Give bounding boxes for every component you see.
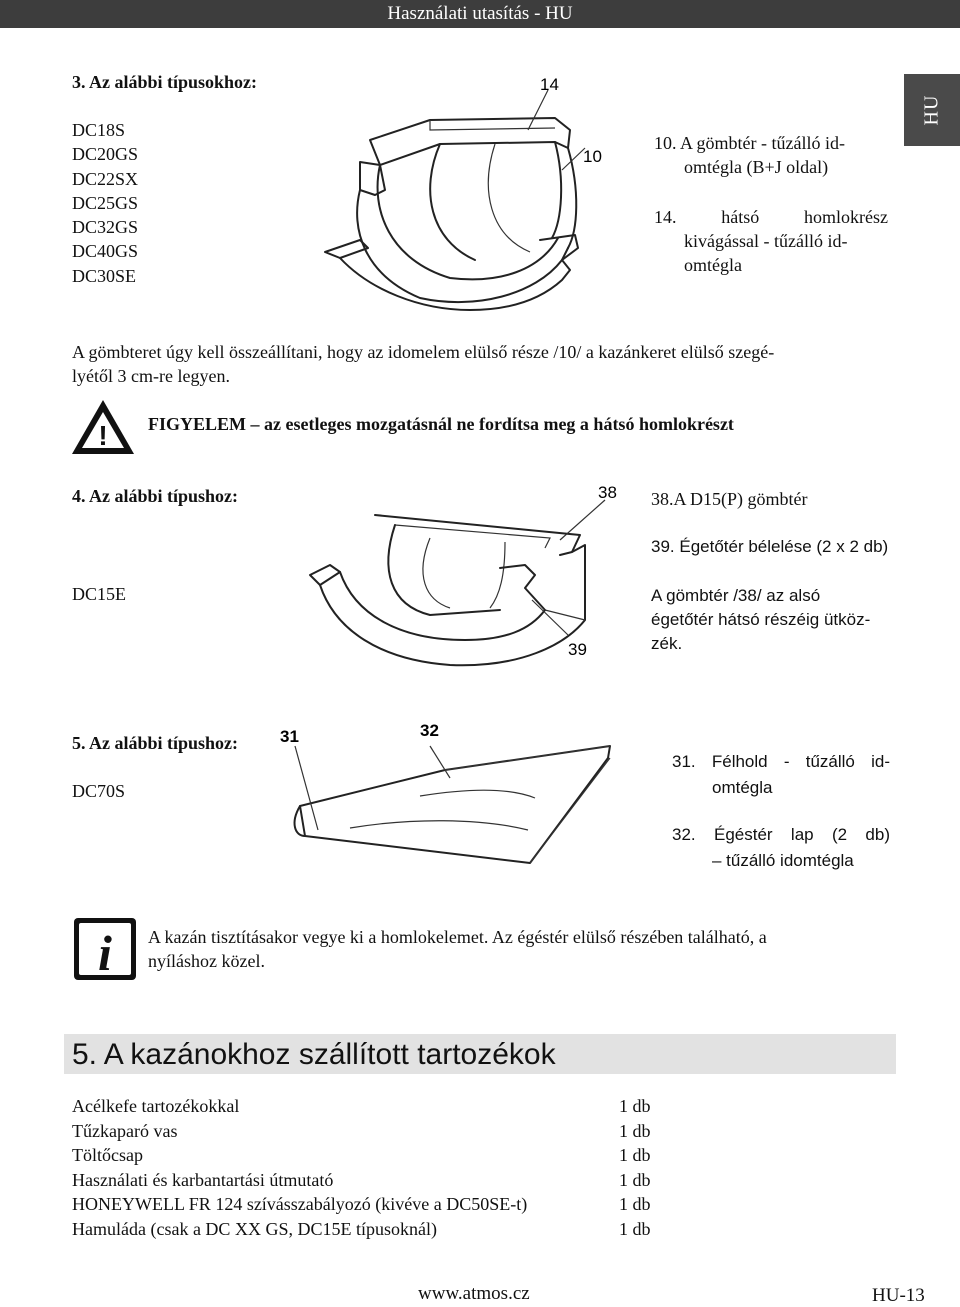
accessory-name: Tűzkaparó vas — [72, 1120, 178, 1141]
legend-line: omtégla — [684, 255, 742, 275]
info-icon — [72, 916, 138, 982]
legend-item-10 — [654, 131, 888, 179]
accessory-name: Töltőcsap — [72, 1145, 143, 1165]
table-row — [72, 1217, 692, 1242]
footer-page-number: HU-13 — [872, 1285, 925, 1306]
assembly-paragraph — [72, 340, 892, 388]
warning-text: FIGYELEM – az esetleges mozgatásnál ne fordítsa meg a hátsó homlokrészt — [148, 414, 734, 434]
legend-text: 14. hátsó homlokrész — [654, 207, 888, 227]
legend-line: 10. A gömbtér - tűzálló id- — [654, 133, 845, 153]
table-row — [72, 1143, 692, 1168]
table-row — [72, 1094, 692, 1119]
table-row — [72, 1119, 692, 1144]
accessory-name: HONEYWELL FR 124 szívásszabályozó (kivéve a DC50SE-t) — [72, 1194, 528, 1214]
note-line: zék. — [651, 634, 683, 653]
model-item: DC25GS — [72, 192, 139, 213]
accessory-name: Hamuláda (csak a DC XX GS, DC15E típusoknál) — [72, 1218, 437, 1239]
model-item: DC18S — [72, 120, 126, 140]
accessory-qty: 1 db — [619, 1169, 651, 1190]
paragraph-line: lyétől 3 cm-re legyen. — [72, 366, 230, 386]
accessory-qty: 1 db — [619, 1096, 651, 1116]
section3-model-list — [72, 118, 138, 288]
accessory-qty: 1 db — [619, 1194, 651, 1214]
legend-item-39: 39. Égetőtér bélelése (2 x 2 db) — [651, 537, 889, 556]
note-line: égetőtér hátsó részéig ütköz- — [651, 610, 871, 629]
header-title: Használati utasítás - HU — [387, 3, 573, 24]
legend-item-38: 38.A D15(P) gömbtér — [651, 489, 808, 509]
section4-note — [651, 584, 891, 656]
language-tab-label: HU — [920, 94, 943, 126]
section5a-heading: 5. Az alábbi típushoz: — [72, 733, 239, 753]
legend-item-14 — [654, 205, 888, 277]
info-text — [148, 925, 888, 973]
callout-14: 14 — [540, 75, 559, 94]
legend-line: 31. Félhold - tűzálló id- — [672, 752, 890, 771]
accessory-name: Használati és karbantartási útmutató — [72, 1169, 334, 1190]
legend-line: – tűzálló idomtégla — [712, 851, 854, 870]
model-item: DC32GS — [72, 217, 139, 238]
table-row — [72, 1192, 692, 1217]
legend-item-32 — [672, 822, 890, 874]
footer-website[interactable]: www.atmos.cz — [418, 1283, 530, 1304]
paragraph-line: A gömbteret úgy kell összeállítani, hogy az idomelem elülső része /10/ a kazánkeret elülső szegé- — [72, 342, 775, 362]
accessory-qty: 1 db — [619, 1120, 651, 1141]
page-header — [0, 0, 960, 28]
legend-line: 32. Égéstér lap (2 db) — [672, 825, 890, 844]
section5a-refractory-illustration — [270, 718, 630, 868]
section3-refractory-illustration — [300, 70, 630, 320]
callout-32: 32 — [420, 721, 439, 740]
accessory-qty: 1 db — [619, 1218, 651, 1239]
model-item: DC22SX — [72, 168, 139, 189]
info-line: nyíláshoz közel. — [148, 951, 265, 971]
model-item: DC40GS — [72, 241, 139, 262]
legend-line: kivágással - tűzálló id- — [684, 231, 848, 251]
legend-line — [654, 205, 888, 229]
section4-model: DC15E — [72, 584, 126, 604]
note-line: A gömbtér /38/ az alsó — [651, 586, 821, 605]
section4-refractory-illustration — [300, 480, 630, 680]
accessory-name: Acélkefe tartozékokkal — [72, 1096, 240, 1116]
legend-item-31 — [672, 749, 890, 801]
model-item: DC30SE — [72, 265, 137, 286]
callout-39: 39 — [568, 640, 587, 659]
section4-heading: 4. Az alábbi típushoz: — [72, 486, 239, 506]
accessories-table — [72, 1094, 692, 1241]
section5a-model: DC70S — [72, 781, 126, 801]
callout-10: 10 — [583, 147, 602, 166]
legend-line: omtégla (B+J oldal) — [684, 157, 829, 177]
section5b-title: 5. A kazánokhoz szállított tartozékok — [72, 1038, 556, 1071]
callout-31: 31 — [280, 727, 299, 746]
info-icon-glyph: i — [98, 925, 112, 981]
accessory-qty: 1 db — [619, 1145, 651, 1165]
model-item: DC20GS — [72, 144, 139, 165]
info-line: A kazán tisztításakor vegye ki a homlokelemet. Az égéstér elülső részében található, a — [148, 927, 767, 947]
callout-38: 38 — [598, 483, 617, 502]
warning-icon — [70, 398, 136, 456]
section3-heading: 3. Az alábbi típusokhoz: — [72, 72, 258, 92]
warning-icon-glyph: ! — [98, 420, 108, 451]
language-tab — [904, 74, 960, 146]
table-row — [72, 1168, 692, 1193]
legend-line: omtégla — [712, 778, 773, 797]
